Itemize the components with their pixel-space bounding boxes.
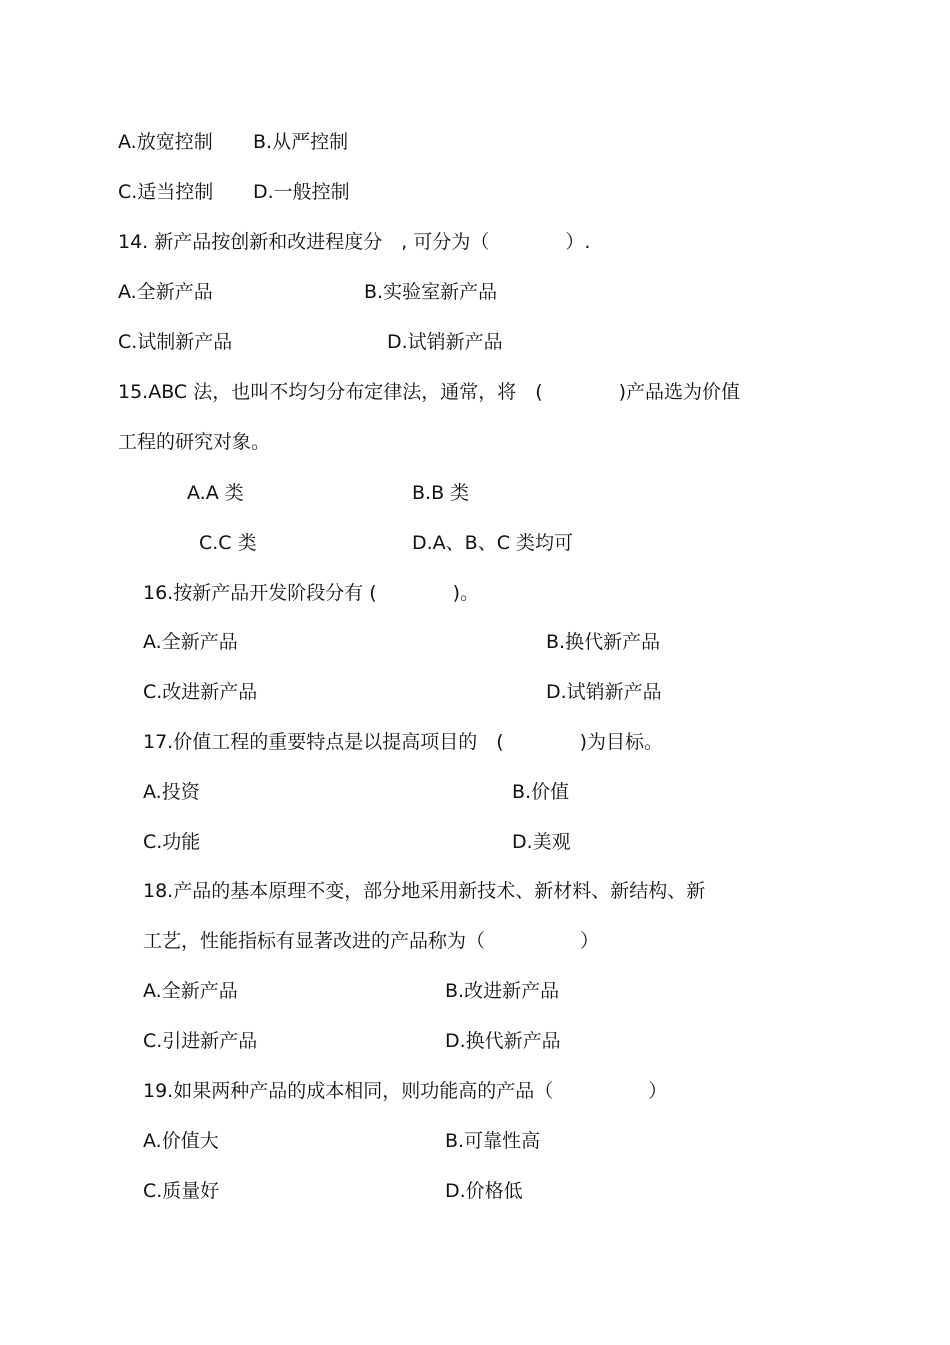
q13-option-d: D.一般控制: [253, 181, 350, 203]
q17-option-a: A.投资: [143, 781, 200, 803]
q17-option-c: C.功能: [143, 831, 201, 853]
q19-option-a: A.价值大: [143, 1130, 219, 1152]
q18-option-b: B.改进新产品: [445, 980, 560, 1002]
q15-option-c: C.C 类: [199, 532, 257, 554]
q19-option-d: D.价格低: [445, 1180, 523, 1202]
q14-option-d: D.试销新产品: [387, 331, 503, 353]
q18-stem-line1: 18.产品的基本原理不变，部分地采用新技术、新材料、新结构、新: [143, 880, 706, 902]
q13-option-c: C.适当控制: [118, 181, 214, 203]
q16-stem: 16.按新产品开发阶段分有 ( )。: [143, 582, 480, 604]
q17-stem: 17.价值工程的重要特点是以提高项目的 ( )为目标。: [143, 731, 664, 753]
q19-stem: 19.如果两种产品的成本相同，则功能高的产品（ ）: [143, 1080, 668, 1102]
q16-option-c: C.改进新产品: [143, 681, 258, 703]
q14-stem: 14. 新产品按创新和改进程度分 , 可分为（ ）.: [118, 231, 591, 253]
q19-option-c: C.质量好: [143, 1180, 220, 1202]
q14-option-a: A.全新产品: [118, 281, 213, 303]
q15-option-b: B.B 类: [412, 482, 470, 504]
q18-stem-line2: 工艺，性能指标有显著改进的产品称为（ ）: [143, 930, 600, 952]
q16-option-a: A.全新产品: [143, 631, 238, 653]
q19-option-b: B.可靠性高: [445, 1130, 541, 1152]
q17-option-b: B.价值: [512, 781, 570, 803]
q18-option-c: C.引进新产品: [143, 1030, 258, 1052]
q17-option-d: D.美观: [512, 831, 571, 853]
q15-option-a: A.A 类: [187, 482, 244, 504]
q15-stem-line2: 工程的研究对象。: [118, 431, 271, 453]
q18-option-d: D.换代新产品: [445, 1030, 561, 1052]
q16-option-b: B.换代新产品: [546, 631, 661, 653]
q15-option-d: D.A、B、C 类均可: [412, 532, 574, 554]
q16-option-d: D.试销新产品: [546, 681, 662, 703]
q14-option-b: B.实验室新产品: [364, 281, 498, 303]
q18-option-a: A.全新产品: [143, 980, 238, 1002]
q15-stem-line1: 15.ABC 法，也叫不均匀分布定律法，通常，将 ( )产品选为价值: [118, 381, 741, 403]
q14-option-c: C.试制新产品: [118, 331, 233, 353]
q13-option-b: B.从严控制: [253, 131, 349, 153]
q13-option-a: A.放宽控制: [118, 131, 213, 153]
